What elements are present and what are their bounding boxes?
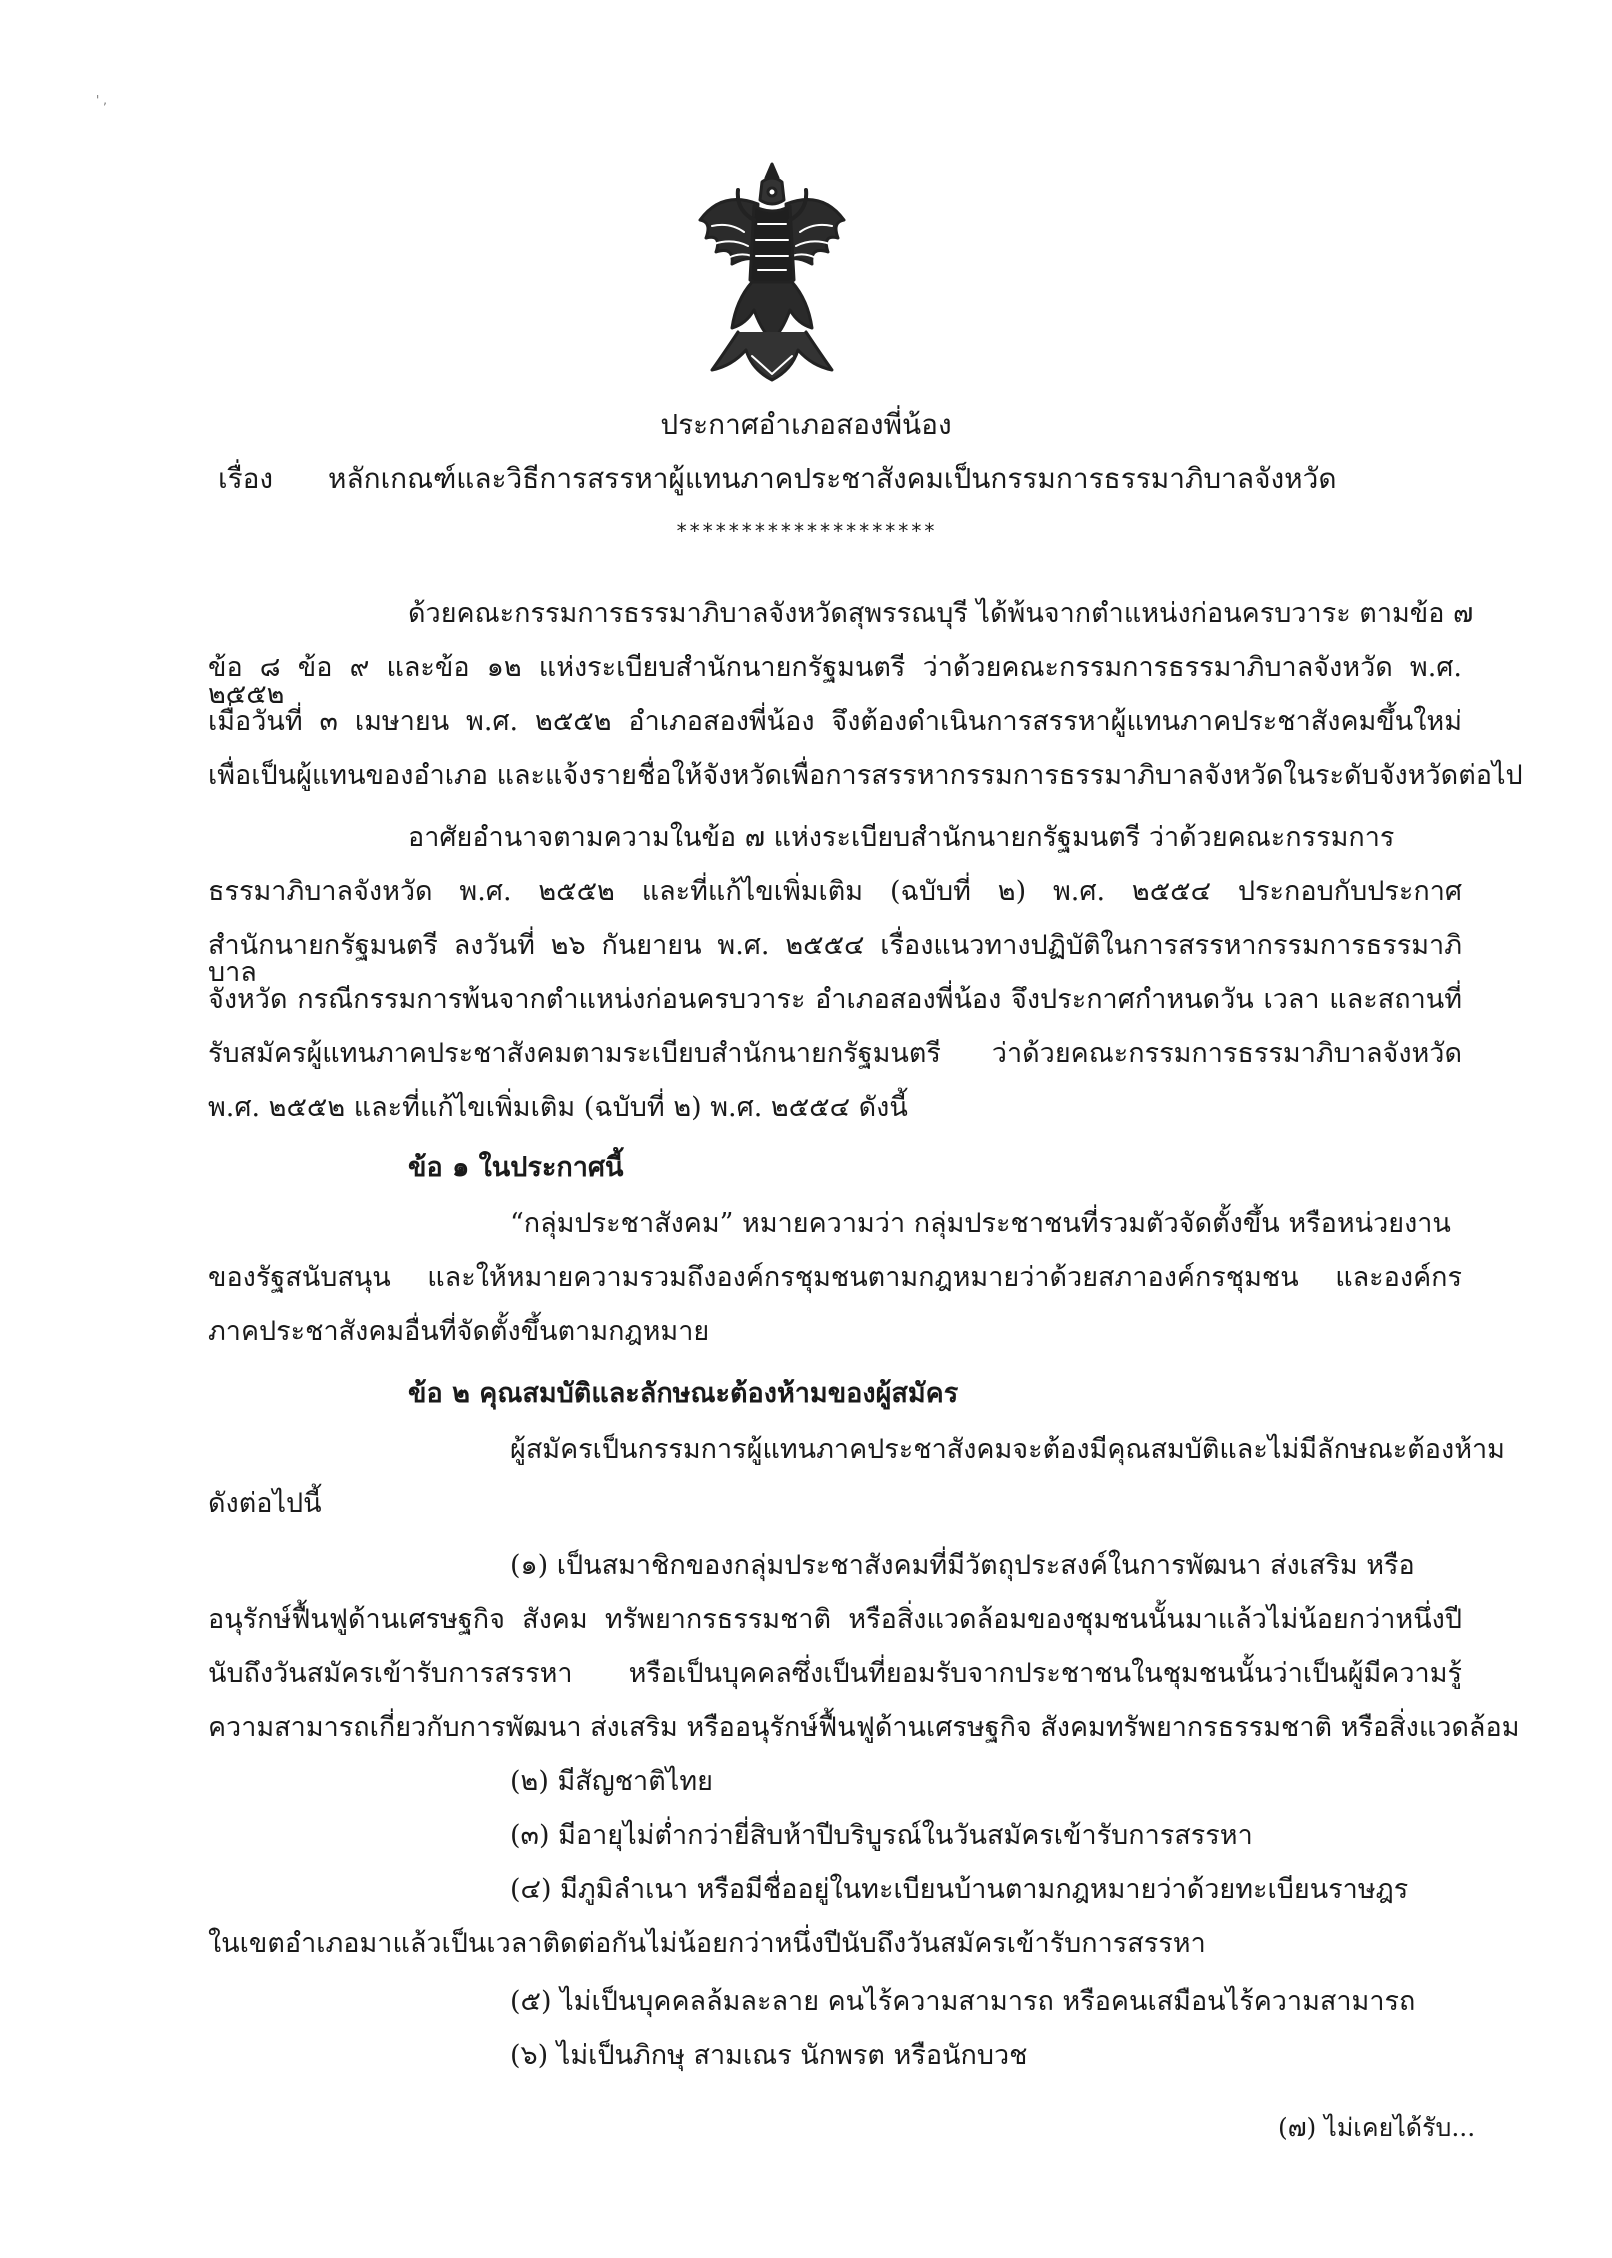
s1-line-3: ภาคประชาสังคมอื่นที่จัดตั้งขึ้นตามกฎหมาย xyxy=(208,1316,710,1347)
item-3: (๓) มีอายุไม่ต่ำกว่ายี่สิบห้าปีบริบูรณ์ในวันสมัครเข้ารับการสรรหา xyxy=(510,1820,1253,1851)
s2-intro-line-1: ผู้สมัครเป็นกรรมการผู้แทนภาคประชาสังคมจะต้องมีคุณสมบัติและไม่มีลักษณะต้องห้าม xyxy=(510,1434,1505,1465)
item-4-line-1: (๔) มีภูมิลำเนา หรือมีชื่ออยู่ในทะเบียนบ้านตามกฎหมายว่าด้วยทะเบียนราษฎร xyxy=(510,1874,1409,1905)
subject-line xyxy=(218,457,1337,501)
item-1-line-2: อนุรักษ์ฟื้นฟูด้านเศรษฐกิจ สังคม ทรัพยากรธรรมชาติ หรือสิ่งแวดล้อมของชุมชนนั้นมาแล้วไม่น้อยกว่าหนึ่งปี xyxy=(208,1604,1462,1635)
p1-line-3: เมื่อวันที่ ๓ เมษายน พ.ศ. ๒๕๕๒ อำเภอสองพี่น้อง จึงต้องดำเนินการสรรหาผู้แทนภาคประชาสังคมขึ้นใหม่ xyxy=(208,706,1462,737)
p2-line-2: ธรรมาภิบาลจังหวัด พ.ศ. ๒๕๕๒ และที่แก้ไขเพิ่มเติม (ฉบับที่ ๒) พ.ศ. ๒๕๕๔ ประกอบกับประกาศ xyxy=(208,876,1462,907)
separator: ******************** xyxy=(675,519,937,543)
item-1-line-1: (๑) เป็นสมาชิกของกลุ่มประชาสังคมที่มีวัตถุประสงค์ในการพัฒนา ส่งเสริม หรือ xyxy=(510,1550,1415,1581)
p1-line-4: เพื่อเป็นผู้แทนของอำเภอ และแจ้งรายชื่อให้จังหวัดเพื่อการสรรหากรรมการธรรมาภิบาลจังหวัดในระดับจังหวัดต่อไป xyxy=(208,760,1523,791)
p2-line-5: รับสมัครผู้แทนภาคประชาสังคมตามระเบียบสำนักนายกรัฐมนตรี ว่าด้วยคณะกรรมการธรรมาภิบาลจังหวัด xyxy=(208,1038,1462,1069)
s1-line-1: “กลุ่มประชาสังคม” หมายความว่า กลุ่มประชาชนที่รวมตัวจัดตั้งขึ้น หรือหน่วยงาน xyxy=(510,1208,1451,1239)
announcement-title: ประกาศอำเภอสองพี่น้อง xyxy=(660,408,952,441)
p2-line-6: พ.ศ. ๒๕๕๒ และที่แก้ไขเพิ่มเติม (ฉบับที่ ๒) พ.ศ. ๒๕๕๔ ดังนี้ xyxy=(208,1092,908,1123)
item-1-line-4: ความสามารถเกี่ยวกับการพัฒนา ส่งเสริม หรืออนุรักษ์ฟื้นฟูด้านเศรษฐกิจ สังคมทรัพยากรธรรมชาติ หรือสิ่งแวดล้อม xyxy=(208,1712,1520,1743)
p1-line-2: ข้อ ๘ ข้อ ๙ และข้อ ๑๒ แห่งระเบียบสำนักนายกรัฐมนตรี ว่าด้วยคณะกรรมการธรรมาภิบาลจังหวัด พ.ศ. ๒๕๕๒ xyxy=(208,652,1462,710)
s2-intro-line-2: ดังต่อไปนี้ xyxy=(208,1488,322,1519)
item-4-line-2: ในเขตอำเภอมาแล้วเป็นเวลาติดต่อกันไม่น้อยกว่าหนึ่งปีนับถึงวันสมัครเข้ารับการสรรหา xyxy=(208,1928,1206,1959)
item-6: (๖) ไม่เป็นภิกษุ สามเณร นักพรต หรือนักบวช xyxy=(510,2040,1028,2071)
garuda-emblem-icon xyxy=(692,160,852,385)
p2-line-3: สำนักนายกรัฐมนตรี ลงวันที่ ๒๖ กันยายน พ.ศ. ๒๕๕๔ เรื่องแนวทางปฏิบัติในการสรรหากรรมการธรรมาภิบาล xyxy=(208,930,1462,988)
s1-line-2: ของรัฐสนับสนุน และให้หมายความรวมถึงองค์กรชุมชนตามกฎหมายว่าด้วยสภาองค์กรชุมชน และองค์กร xyxy=(208,1262,1462,1293)
p2-line-1: อาศัยอำนาจตามความในข้อ ๗ แห่งระเบียบสำนักนายกรัฐมนตรี ว่าด้วยคณะกรรมการ xyxy=(408,822,1395,853)
item-2: (๒) มีสัญชาติไทย xyxy=(510,1766,713,1797)
p2-line-4: จังหวัด กรณีกรรมการพ้นจากตำแหน่งก่อนครบวาระ อำเภอสองพี่น้อง จึงประกาศกำหนดวัน เวลา และสถานที่ xyxy=(208,984,1462,1015)
p1-line-1: ด้วยคณะกรรมการธรรมาภิบาลจังหวัดสุพรรณบุรี ได้พ้นจากตำแหน่งก่อนครบวาระ ตามข้อ ๗ xyxy=(408,598,1474,629)
section-2-heading: ข้อ ๒ คุณสมบัติและลักษณะต้องห้ามของผู้สมัคร xyxy=(408,1378,959,1409)
subject-text: หลักเกณฑ์และวิธีการสรรหาผู้แทนภาคประชาสังคมเป็นกรรมการธรรมาภิบาลจังหวัด xyxy=(328,462,1337,495)
item-1-line-3: นับถึงวันสมัครเข้ารับการสรรหา หรือเป็นบุคคลซึ่งเป็นที่ยอมรับจากประชาชนในชุมชนนั้นว่าเป็นผู้มีความรู้ xyxy=(208,1658,1462,1689)
scan-mark: ' , xyxy=(96,93,107,107)
subject-label: เรื่อง xyxy=(218,462,274,495)
section-1-heading: ข้อ ๑ ในประกาศนี้ xyxy=(408,1152,624,1183)
continuation-note: (๗) ไม่เคยได้รับ... xyxy=(1278,2113,1476,2142)
item-5: (๕) ไม่เป็นบุคคลล้มละลาย คนไร้ความสามารถ หรือคนเสมือนไร้ความสามารถ xyxy=(510,1986,1416,2017)
